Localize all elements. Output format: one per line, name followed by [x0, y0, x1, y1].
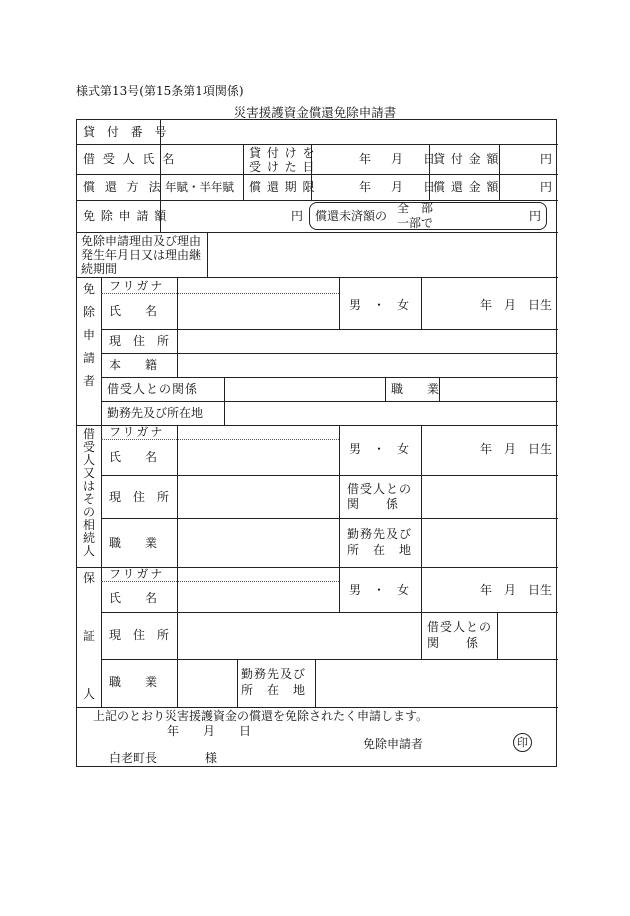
- row-line: [101, 353, 558, 354]
- mayor-addressee: 白老町長 様: [109, 751, 218, 765]
- col-line: [243, 144, 244, 200]
- heir-workplace-label-1: 勤務先及び: [347, 527, 413, 541]
- col-line: [339, 425, 340, 567]
- guarantor-name-label: 氏 名: [109, 591, 158, 605]
- row-line: [101, 612, 558, 613]
- unpaid-yen[interactable]: 円: [529, 209, 542, 223]
- loan-number-label: 貸 付 番 号: [83, 125, 171, 139]
- form-number: 様式第13号(第15条第1項関係): [76, 84, 244, 98]
- heir-name-label: 氏 名: [109, 450, 158, 464]
- heir-address-label: 現 住 所: [109, 490, 170, 504]
- row-line: [77, 174, 558, 175]
- declaration-text: 上記のとおり災害援護資金の償還を免除されたく申請します。: [93, 709, 429, 723]
- form-title: 災害援護資金償還免除申請書: [233, 105, 397, 120]
- applicant-gender[interactable]: 男 ・ 女: [349, 298, 410, 312]
- applicant-workplace-label: 勤務先及び所在地: [107, 406, 204, 420]
- applicant-signature-label: 免除申請者: [363, 737, 424, 751]
- loan-number-field[interactable]: [162, 120, 560, 144]
- reason-label: 免除申請理由及び理由発生年月日又は理由継続期間: [81, 234, 202, 276]
- applicant-relation-label: 借受人との関係: [107, 382, 199, 396]
- reason-field[interactable]: [208, 232, 558, 277]
- row-line: [77, 277, 558, 278]
- guarantor-occupation-label: 職 業: [109, 675, 158, 689]
- row-line: [101, 659, 558, 660]
- heir-gender[interactable]: 男 ・ 女: [349, 442, 410, 456]
- col-line: [497, 612, 498, 659]
- guarantor-birth[interactable]: 年 月 日生: [480, 583, 553, 597]
- col-line: [101, 425, 102, 567]
- row-line: [77, 200, 558, 201]
- unpaid-label: 償還未済額の: [315, 209, 388, 223]
- row-line: [101, 518, 558, 519]
- loan-date-label-2: 受 け た 日: [249, 160, 316, 174]
- row-line: [101, 377, 558, 378]
- heir-workplace-label-2: 所 在 地: [347, 543, 413, 557]
- repay-amount-label: 償 還 金 額: [433, 180, 500, 194]
- repay-method-value[interactable]: 年賦・半年賦: [165, 180, 234, 194]
- applicant-occupation-label: 職 業: [391, 382, 440, 396]
- col-line: [385, 377, 386, 401]
- col-line: [315, 659, 316, 707]
- col-line: [101, 567, 102, 707]
- seal-icon: 印: [513, 733, 532, 752]
- heir-furigana-label: フリガナ: [109, 425, 165, 439]
- row-line: [101, 401, 558, 402]
- applicant-side-label: 免 除 申 請 者: [82, 282, 95, 388]
- guarantor-relation-label-2: 関 係: [427, 636, 480, 650]
- loan-date-label-1: 貸 付 け を: [249, 146, 316, 160]
- applicant-domicile-label: 本 籍: [109, 358, 158, 372]
- col-line: [177, 425, 178, 567]
- furigana-line: [101, 439, 339, 440]
- guarantor-workplace-label-1: 勤務先及び: [241, 667, 307, 681]
- loan-date-value[interactable]: 年 月 日: [359, 152, 440, 166]
- col-line: [224, 377, 225, 425]
- application-form: [76, 119, 557, 767]
- col-line: [339, 277, 340, 329]
- declaration-date[interactable]: 年 月 日: [167, 724, 252, 738]
- col-line: [177, 659, 178, 707]
- guarantor-address-label: 現 住 所: [109, 628, 170, 642]
- heir-side-label: 借 受 人 又 は そ の 相 続 人: [82, 427, 95, 558]
- guarantor-relation-label-1: 借受人との: [427, 620, 493, 634]
- row-line: [77, 707, 558, 708]
- col-line: [101, 277, 102, 425]
- col-line: [421, 425, 422, 567]
- part-label[interactable]: 一部で: [397, 216, 434, 230]
- applicant-address-label: 現 住 所: [109, 334, 170, 348]
- row-line: [101, 329, 558, 330]
- row-line: [77, 144, 558, 145]
- row-line: [101, 475, 558, 476]
- repay-method-label: 償 還 方 法: [83, 180, 164, 194]
- exempt-amount-label: 免 除 申 請 額: [83, 209, 168, 223]
- col-line: [237, 659, 238, 707]
- repay-period-value[interactable]: 年 月 日: [359, 180, 440, 194]
- repay-period-label: 償 還 期 限: [249, 180, 316, 194]
- applicant-birth[interactable]: 年 月 日生: [480, 298, 553, 312]
- borrower-name-field[interactable]: [161, 144, 243, 174]
- guarantor-furigana-label: フリガナ: [109, 567, 165, 581]
- guarantor-side-label: 保 証 人: [82, 571, 95, 701]
- repay-amount-yen[interactable]: 円: [540, 180, 553, 194]
- heir-relation-label-1: 借受人との: [347, 482, 413, 496]
- col-line: [177, 277, 178, 377]
- col-line: [421, 567, 422, 659]
- exempt-amount-yen[interactable]: 円: [291, 209, 304, 223]
- applicant-furigana-label: フリガナ: [109, 279, 165, 293]
- furigana-line: [101, 581, 339, 582]
- col-line: [421, 277, 422, 329]
- heir-occupation-label: 職 業: [109, 536, 158, 550]
- col-line: [439, 377, 440, 401]
- guarantor-gender[interactable]: 男 ・ 女: [349, 583, 410, 597]
- all-label[interactable]: 全 部: [397, 201, 434, 215]
- borrower-name-label: 借 受 人 氏 名: [83, 152, 177, 166]
- applicant-name-label: 氏 名: [109, 304, 158, 318]
- col-line: [339, 567, 340, 612]
- loan-amount-label: 貸 付 金 額: [433, 152, 500, 166]
- heir-relation-label-2: 関 係: [347, 497, 400, 511]
- heir-birth[interactable]: 年 月 日生: [480, 442, 553, 456]
- guarantor-workplace-label-2: 所 在 地: [241, 683, 307, 697]
- furigana-line: [101, 293, 339, 294]
- loan-amount-yen[interactable]: 円: [540, 152, 553, 166]
